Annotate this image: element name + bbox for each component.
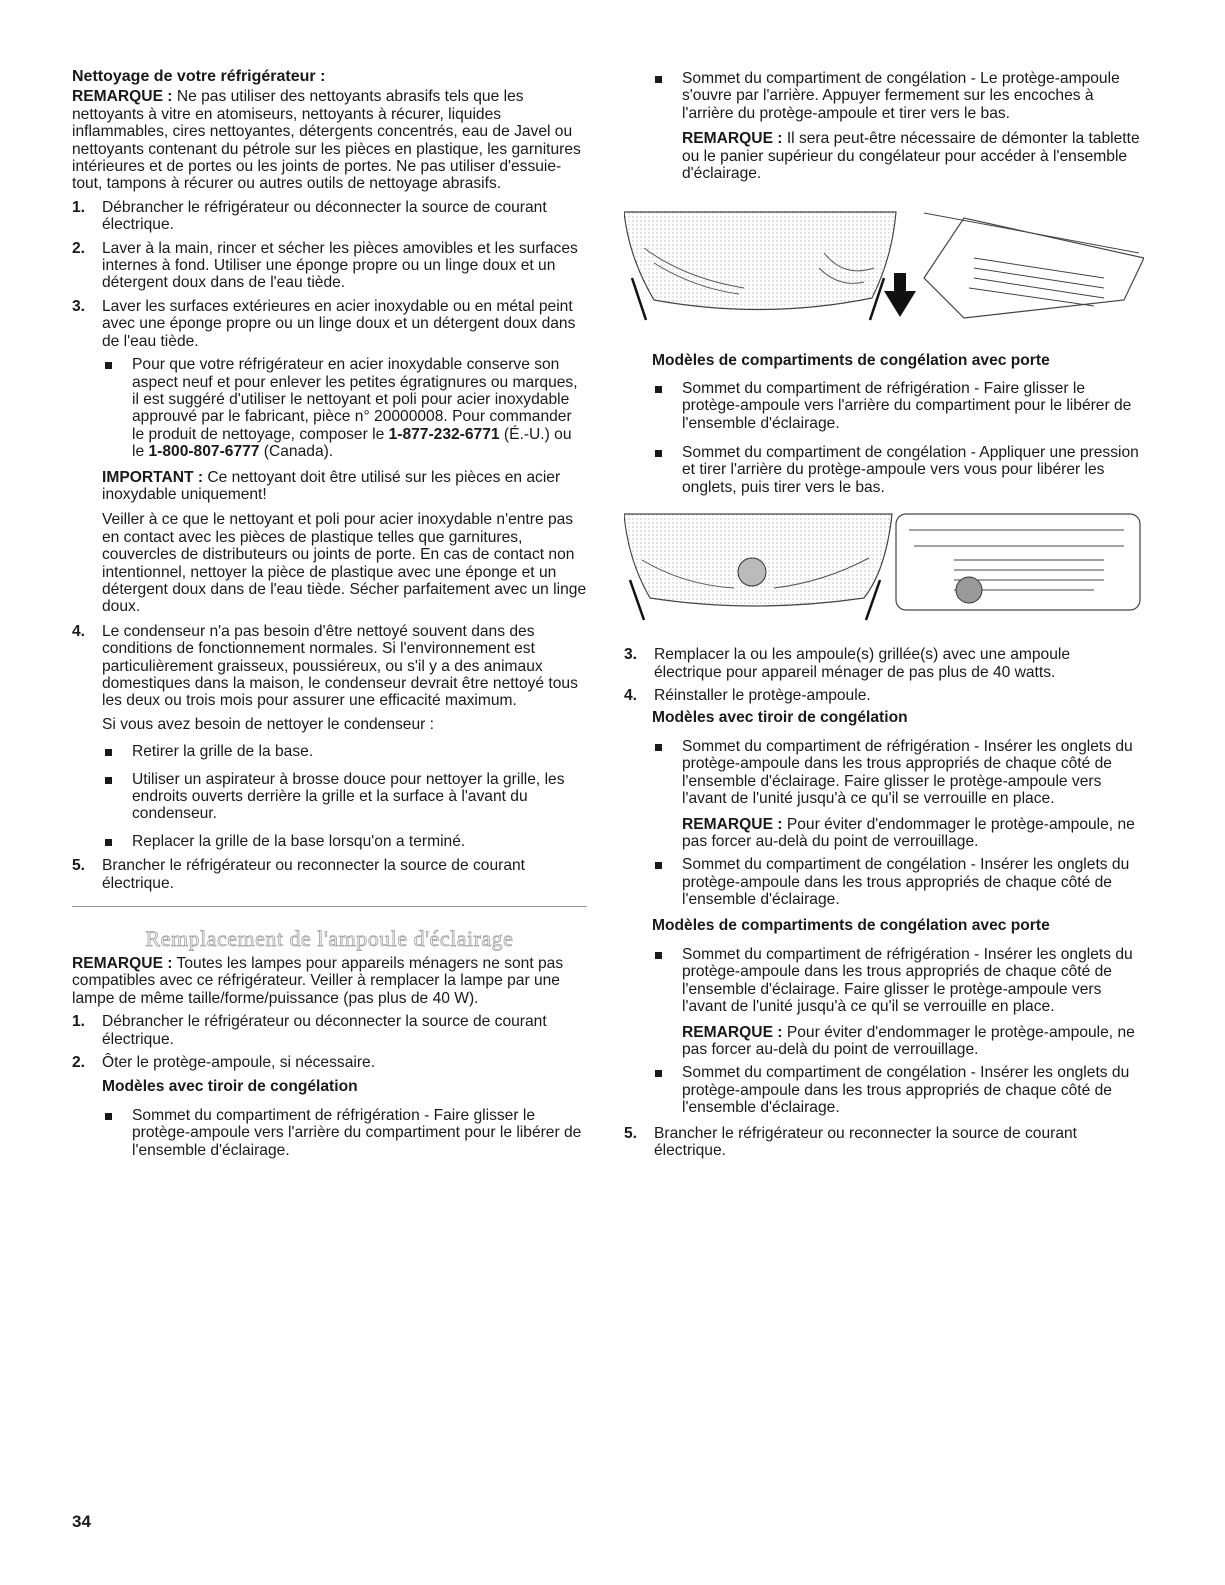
bullet-text: (É.-U.) ou le bbox=[132, 425, 572, 461]
list-item: Utiliser un aspirateur à brosse douce pour nettoyer la grille, les endroits ouverts derrière la grille et la surface à l'avant du condenseur. bbox=[102, 771, 587, 823]
step-5-text: Brancher le réfrigérateur ou reconnecter la source de courant électrique. bbox=[102, 857, 525, 892]
list-item: Sommet du compartiment de réfrigération - Faire glisser le protège-ampoule vers l'arrière du compartiment pour le libérer de l'ensemble d'éclairage. bbox=[652, 380, 1140, 432]
important-text: Ce nettoyant doit être utilisé sur les pièces en acier inoxydable uniquement! bbox=[102, 468, 561, 503]
list-item bbox=[102, 356, 587, 460]
section-divider bbox=[72, 906, 587, 907]
step-4-paragraph: Si vous avez besoin de nettoyer le condenseur : bbox=[102, 715, 435, 733]
phone-us: 1-877-232-6771 bbox=[388, 425, 500, 443]
illustration-door-model-shield bbox=[624, 510, 1144, 638]
replace-step-1: 1. Débrancher le réfrigérateur ou déconnecter la source de courant électrique. bbox=[72, 1013, 547, 1048]
replace-step-2-text: Ôter le protège-ampoule, si nécessaire. bbox=[102, 1054, 376, 1072]
replace-step-2: 2. Ôter le protège-ampoule, si nécessaire. bbox=[72, 1054, 376, 1072]
step-1: 1. Débrancher le réfrigérateur ou déconnecter la source de courant électrique. bbox=[72, 198, 547, 234]
bullet-text: Pour que votre réfrigérateur en acier inoxydable conserve son aspect neuf et pour enlever les petites égratignures ou marques, il est suggéré d'utiliser le nettoyant et poli pour acier inoxydable approuvé par le fabricant, pièce n° 20000008. Pour commander le produit de nettoyage, composer le bbox=[132, 356, 578, 443]
list-item: Retirer la grille de la base. bbox=[102, 743, 587, 760]
note-label: REMARQUE : bbox=[682, 1023, 783, 1041]
note-label: REMARQUE : bbox=[72, 955, 173, 973]
replace-step-2-details bbox=[72, 1107, 587, 1159]
important-note bbox=[102, 469, 587, 504]
list-item: Sommet du compartiment de réfrigération - Insérer les onglets du protège-ampoule dans les trous appropriés de chaque côté de l'ensemble d'éclairage. Faire glisser le protège-ampoule vers l'avant de l'unité jusqu'à ce qu'il se verrouille en place. bbox=[652, 946, 1140, 1016]
step-2: 2. Laver à la main, rincer et sécher les pièces amovibles et les surfaces internes à fond. Utiliser une éponge propre ou un linge doux et un détergent doux dans de l'eau tiède. bbox=[72, 239, 578, 292]
note-label: REMARQUE : bbox=[72, 88, 173, 106]
lock-note bbox=[652, 1024, 1140, 1059]
step-2-text: Laver à la main, rincer et sécher les pièces amovibles et les surfaces internes à fond. Utiliser une éponge propre ou un linge doux et un détergent doux dans de l'eau tiède. bbox=[102, 239, 578, 292]
step-4-details bbox=[72, 716, 587, 850]
bullet-text: (Canada). bbox=[259, 443, 334, 461]
note-text: Il sera peut-être nécessaire de démonter la tablette ou le panier supérieur du congélateur pour accéder à l'ensemble d'éclairage. bbox=[682, 130, 1140, 183]
subheading: Modèles avec tiroir de congélation bbox=[652, 708, 908, 726]
list-item: Sommet du compartiment de congélation - Appliquer une pression et tirer l'arrière du protège-ampoule vers vous pour libérer les onglets, puis tirer vers le bas. bbox=[652, 444, 1140, 496]
list-item: Sommet du compartiment de congélation - Insérer les onglets du protège-ampoule dans les trous appropriés de chaque côté de l'ensemble d'éclairage. bbox=[652, 1064, 1140, 1116]
step-5: 5. Brancher le réfrigérateur ou reconnecter la source de courant électrique. bbox=[72, 857, 525, 892]
list-item: Sommet du compartiment de congélation - Le protège-ampoule s'ouvre par l'arrière. Appuyer fermement sur les encoches à l'arrière du protège-ampoule et tirer vers le bas. bbox=[652, 70, 1140, 122]
list-item: Sommet du compartiment de réfrigération - Faire glisser le protège-ampoule vers l'arrière du compartiment pour le libérer de l'ensemble d'éclairage. bbox=[102, 1107, 587, 1159]
subheading: Modèles de compartiments de congélation avec porte bbox=[652, 352, 1050, 370]
lock-note bbox=[652, 816, 1140, 851]
list-item: Replacer la grille de la base lorsqu'on a terminé. bbox=[102, 833, 587, 850]
phone-ca: 1-800-807-6777 bbox=[148, 443, 260, 461]
note-text: Pour éviter d'endommager le protège-ampoule, ne pas forcer au-delà du point de verrouillage. bbox=[682, 815, 1135, 850]
replacement-note bbox=[72, 955, 587, 1007]
freezer-note bbox=[652, 130, 1140, 182]
replace-step-4-text: Réinstaller le protège-ampoule. bbox=[654, 687, 871, 705]
cleaning-note bbox=[72, 88, 587, 192]
step-3-text: Laver les surfaces extérieures en acier inoxydable ou en métal peint avec une éponge propre ou un linge doux et un détergent doux dans de l'eau tiède. bbox=[102, 297, 576, 350]
step-3-details bbox=[72, 356, 587, 616]
step-3: 3. Laver les surfaces extérieures en acier inoxydable ou en métal peint avec une éponge propre ou un linge doux et un détergent doux dans de l'eau tiède. bbox=[72, 297, 576, 350]
replace-step-5: 5. Brancher le réfrigérateur ou reconnecter la source de courant électrique. bbox=[624, 1124, 1077, 1160]
list-item: Sommet du compartiment de congélation - Insérer les onglets du protège-ampoule dans les trous appropriés de chaque côté de l'ensemble d'éclairage. bbox=[652, 856, 1140, 908]
right-column bbox=[624, 0, 1140, 1160]
step-1-text: Débrancher le réfrigérateur ou déconnecter la source de courant électrique. bbox=[102, 198, 547, 234]
note-label: REMARQUE : bbox=[682, 815, 783, 833]
replace-step-3: 3. Remplacer la ou les ampoule(s) grillée(s) avec une ampoule électrique pour appareil ménager de pas plus de 40 watts. bbox=[624, 646, 1071, 681]
subheading: Modèles avec tiroir de congélation bbox=[102, 1077, 358, 1095]
replace-step-3-text: Remplacer la ou les ampoule(s) grillée(s) avec une ampoule électrique pour appareil ménager de pas plus de 40 watts. bbox=[654, 646, 1071, 681]
replace-step-5-text: Brancher le réfrigérateur ou reconnecter la source de courant électrique. bbox=[654, 1124, 1077, 1160]
replace-step-1-text: Débrancher le réfrigérateur ou déconnecter la source de courant électrique. bbox=[102, 1013, 547, 1048]
left-column bbox=[72, 0, 587, 1159]
subheading: Modèles de compartiments de congélation avec porte bbox=[652, 916, 1050, 934]
step-4-text: Le condenseur n'a pas besoin d'être nettoyé souvent dans des conditions de fonctionnement normales. Si l'environnement est particulièrement graisseux, poussiéreux, ou s'il y a des animaux domestiques dans la maison, le condenseur devrait être nettoyé tous les deux ou trois mois pour assurer une efficacité maximum. bbox=[102, 622, 578, 710]
note-label: REMARQUE : bbox=[682, 130, 783, 148]
illustration-light-shield-removal bbox=[624, 208, 1144, 344]
door-model-illustration bbox=[624, 510, 1144, 638]
light-shield-illustration bbox=[624, 208, 1144, 344]
note-text: Toutes les lampes pour appareils ménagers ne sont pas compatibles avec ce réfrigérateur. Veiller à remplacer la lampe par une lampe de même taille/forme/puissance (pas plus de 40 W). bbox=[72, 955, 564, 1007]
cleaning-heading: Nettoyage de votre réfrigérateur : bbox=[72, 68, 326, 85]
note-text: Pour éviter d'endommager le protège-ampoule, ne pas forcer au-delà du point de verrouillage. bbox=[682, 1023, 1135, 1058]
important-label: IMPORTANT : bbox=[102, 468, 204, 486]
section-title: Remplacement de l'ampoule d'éclairage bbox=[145, 926, 514, 952]
note-text: Ne pas utiliser des nettoyants abrasifs tels que les nettoyants à vitre en atomiseurs, nettoyants à récurer, liquides inflammables, cires nettoyantes, détergents concentrés, eau de Javel ou nettoyants contenant du pétrole sur les pièces en plastique, les garnitures intérieures et de portes ou les joints de portes. Ne pas utiliser d'essuie-tout, tampons à récurer ou autres outils de nettoyage abrasifs. bbox=[72, 88, 581, 193]
list-item: Sommet du compartiment de réfrigération - Insérer les onglets du protège-ampoule dans les trous appropriés de chaque côté de l'ensemble d'éclairage. Faire glisser le protège-ampoule vers l'avant de l'unité jusqu'à ce qu'il se verrouille en place. bbox=[652, 738, 1140, 808]
replace-step-4: 4. Réinstaller le protège-ampoule. bbox=[624, 687, 871, 705]
step-3-paragraph: Veiller à ce que le nettoyant et poli pour acier inoxydable n'entre pas en contact avec les pièces de plastique telles que garnitures, couvercles de distributeurs ou joints de porte. En cas de contact non intentionnel, nettoyer la pièce de plastique avec une éponge et un détergent doux dans de l'eau tiède. Sécher parfaitement avec un linge doux. bbox=[102, 511, 587, 616]
step-4: 4. Le condenseur n'a pas besoin d'être nettoyé souvent dans des conditions de fonctionnement normales. Si l'environnement est particulièrement graisseux, poussiéreux, ou s'il y a des animaux domestiques dans la maison, le condenseur devrait être nettoyé tous les deux ou trois mois pour assurer une efficacité maximum. bbox=[72, 622, 578, 710]
page-number: 34 bbox=[72, 1512, 91, 1531]
